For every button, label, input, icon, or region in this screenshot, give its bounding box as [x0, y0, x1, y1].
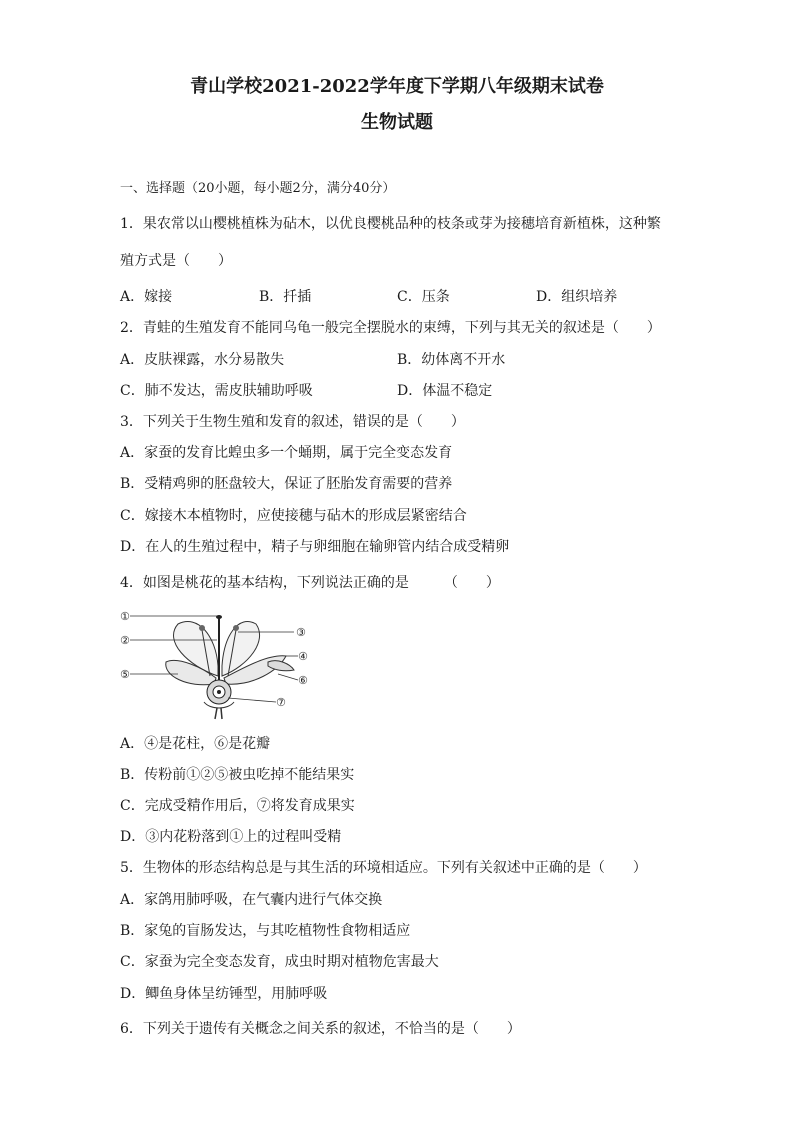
exam-subtitle: 生物试题	[361, 112, 433, 133]
question-5-option-a: A．家鸽用肺呼吸，在气囊内进行气体交换	[120, 892, 383, 908]
question-5-option-b: B．家兔的盲肠发达，与其吃植物性食物相适应	[120, 923, 411, 939]
question-5-option-d: D．鲫鱼身体呈纺锤型，用肺呼吸	[120, 986, 328, 1002]
question-1-stem-line-2: 殖方式是（ ）	[120, 253, 232, 269]
label-6: ⑥	[298, 674, 308, 687]
question-3-option-d: D．在人的生殖过程中，精子与卵细胞在输卵管内结合成受精卵	[120, 539, 510, 555]
label-1: ①	[120, 610, 130, 623]
label-2: ②	[120, 634, 130, 647]
peach-flower-diagram	[118, 606, 318, 722]
label-3: ③	[296, 626, 306, 639]
question-4-option-b: B．传粉前①②⑤被虫吃掉不能结果实	[120, 767, 355, 783]
question-1-option-a: A．嫁接	[120, 289, 173, 305]
question-1-option-b: B．扦插	[259, 289, 312, 305]
label-5: ⑤	[120, 668, 130, 681]
question-2-option-a: A．皮肤裸露，水分易散失	[120, 352, 285, 368]
question-4-option-c: C．完成受精作用后，⑦将发育成果实	[120, 798, 355, 814]
question-1-option-d: D．组织培养	[536, 289, 618, 305]
question-6-stem: 6．下列关于遗传有关概念之间关系的叙述，不恰当的是（ ）	[120, 1021, 521, 1037]
question-4-stem: 4．如图是桃花的基本结构，下列说法正确的是 （ ）	[120, 575, 500, 591]
question-3-option-c: C．嫁接木本植物时，应使接穗与砧木的形成层紧密结合	[120, 508, 467, 524]
exam-title: 青山学校2021-2022学年度下学期八年级期末试卷	[190, 76, 604, 97]
question-1-option-c: C．压条	[397, 289, 450, 305]
question-3-stem: 3．下列关于生物生殖和发育的叙述，错误的是（ ）	[120, 414, 465, 430]
question-2-option-d: D．体温不稳定	[397, 383, 493, 399]
question-2-option-c: C．肺不发达，需皮肤辅助呼吸	[120, 383, 313, 399]
label-7: ⑦	[276, 696, 286, 709]
question-5-option-c: C．家蚕为完全变态发育，成虫时期对植物危害最大	[120, 954, 439, 970]
label-4: ④	[298, 650, 308, 663]
question-2-stem: 2．青蛙的生殖发育不能同乌龟一般完全摆脱水的束缚，下列与其无关的叙述是（ ）	[120, 320, 661, 336]
question-3-option-b: B．受精鸡卵的胚盘较大，保证了胚胎发育需要的营养	[120, 476, 453, 492]
question-4-option-a: A．④是花柱，⑥是花瓣	[120, 736, 271, 752]
question-2-option-b: B．幼体离不开水	[397, 352, 506, 368]
section-heading: 一、选择题（20小题，每小题2分，满分40分）	[120, 181, 396, 196]
question-5-stem: 5．生物体的形态结构总是与其生活的环境相适应。下列有关叙述中正确的是（ ）	[120, 860, 647, 876]
question-4-option-d: D．③内花粉落到①上的过程叫受精	[120, 829, 342, 845]
question-3-option-a: A．家蚕的发育比蝗虫多一个蛹期，属于完全变态发育	[120, 445, 453, 461]
question-1-stem-line-1: 1．果农常以山樱桃植株为砧木，以优良樱桃品种的枝条或芽为接穗培育新植株，这种繁	[120, 216, 661, 232]
